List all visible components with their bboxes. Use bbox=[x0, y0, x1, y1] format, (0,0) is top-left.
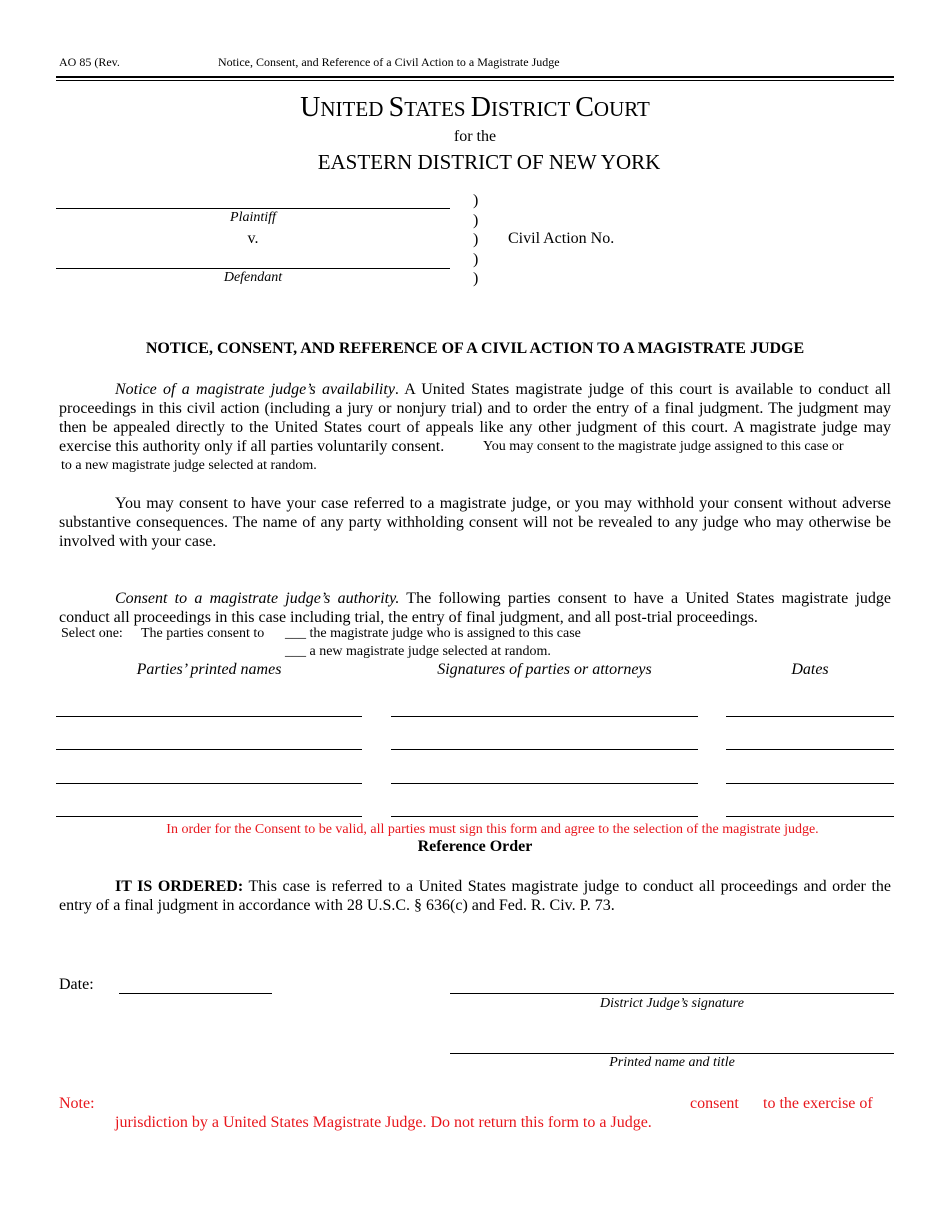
date-line-2[interactable] bbox=[726, 749, 894, 750]
withhold-paragraph: You may consent to have your case referred to a magistrate judge, or you may withhold your consent without adverse substantive consequences. The name of any party withholding consent will not be revealed to any judge who may otherwise be involved with your case. bbox=[59, 495, 891, 550]
col-printed-names: Parties’ printed names bbox=[136, 661, 282, 678]
name-line-3[interactable] bbox=[56, 783, 362, 784]
header-rule-bottom bbox=[56, 80, 894, 81]
form-title: Notice, Consent, and Reference of a Civil Action to a Magistrate Judge bbox=[218, 55, 560, 69]
versus: v. bbox=[247, 230, 259, 247]
col-signatures: Signatures of parties or attorneys bbox=[437, 661, 652, 678]
date-line-3[interactable] bbox=[726, 783, 894, 784]
option-assigned-judge[interactable]: ___ the magistrate judge who is assigned to this case bbox=[285, 626, 581, 641]
consent-word: consent bbox=[690, 1095, 739, 1112]
civil-action-label: Civil Action No. bbox=[508, 230, 615, 247]
ordered-paragraph: IT IS ORDERED: This case is referred to a United States magistrate judge to conduct all proceedings and order the entry of a final judgment in accordance with 28 U.S.C. § 636(c) and Fed. R. Civ. P. 73. bbox=[59, 878, 891, 914]
signature-line-2[interactable] bbox=[391, 749, 698, 750]
plaintiff-label: Plaintiff bbox=[230, 210, 276, 225]
for-the: for the bbox=[453, 128, 497, 145]
signature-line-3[interactable] bbox=[391, 783, 698, 784]
defendant-label: Defendant bbox=[223, 270, 283, 285]
random-line-2: to a new magistrate judge selected at random. bbox=[61, 458, 317, 473]
exercise-text: to the exercise of bbox=[763, 1095, 873, 1112]
signature-line-4[interactable] bbox=[391, 816, 698, 817]
select-one-label: Select one: bbox=[61, 626, 123, 641]
defendant-line[interactable] bbox=[56, 268, 450, 269]
col-dates: Dates bbox=[791, 661, 829, 678]
order-date-line[interactable] bbox=[119, 993, 272, 994]
printed-name-label: Printed name and title bbox=[609, 1055, 735, 1070]
form-number: AO 85 (Rev. bbox=[59, 55, 120, 69]
caption-parentheses: ) ) ) ) ) bbox=[473, 192, 479, 287]
name-line-2[interactable] bbox=[56, 749, 362, 750]
printed-name-line[interactable] bbox=[450, 1053, 894, 1054]
header-rule-top bbox=[56, 76, 894, 78]
validity-note: In order for the Consent to be valid, all parties must sign this form and agree to the selection of the magistrate judge. bbox=[166, 822, 819, 837]
notice-heading: NOTICE, CONSENT, AND REFERENCE OF A CIVIL ACTION TO A MAGISTRATE JUDGE bbox=[145, 340, 805, 357]
consent-paragraph: Consent to a magistrate judge’s authority. The following parties consent to have a United States magistrate judge conduct all proceedings in this case including trial, the entry of final judgment, and all post-trial proceedings. bbox=[59, 590, 892, 626]
name-line-1[interactable] bbox=[56, 716, 362, 717]
judge-signature-label: District Judge’s signature bbox=[600, 996, 744, 1011]
jurisdiction-text: jurisdiction by a United States Magistrate Judge. Do not return this form to a Judge. bbox=[115, 1114, 652, 1131]
date-line-4[interactable] bbox=[726, 816, 894, 817]
option-random-judge[interactable]: ___ a new magistrate judge selected at random. bbox=[285, 644, 551, 659]
date-label: Date: bbox=[59, 976, 94, 993]
note-label: Note: bbox=[59, 1095, 95, 1112]
signature-line-1[interactable] bbox=[391, 716, 698, 717]
date-line-1[interactable] bbox=[726, 716, 894, 717]
parties-consent-label: The parties consent to bbox=[141, 626, 265, 641]
availability-paragraph: Notice of a magistrate judge’s availability. A United States magistrate judge of this court is available to conduct all proceedings in this civil action (including a jury or nonjury trial) and to order the entry of a final judgment. The judgment may then be appealed directly to the United States court of appeals like any other judgment of this court. A magistrate judge may exercise this authority only if all parties voluntarily consent. bbox=[59, 381, 891, 455]
judge-signature-line[interactable] bbox=[450, 993, 894, 994]
reference-order-heading: Reference Order bbox=[417, 838, 533, 855]
plaintiff-line[interactable] bbox=[56, 208, 450, 209]
random-line-1: You may consent to the magistrate judge assigned to this case or bbox=[483, 439, 844, 454]
court-name: UNITED STATES DISTRICT COURT bbox=[300, 92, 650, 123]
name-line-4[interactable] bbox=[56, 816, 362, 817]
district-name: EASTERN DISTRICT OF NEW YORK bbox=[317, 150, 661, 174]
